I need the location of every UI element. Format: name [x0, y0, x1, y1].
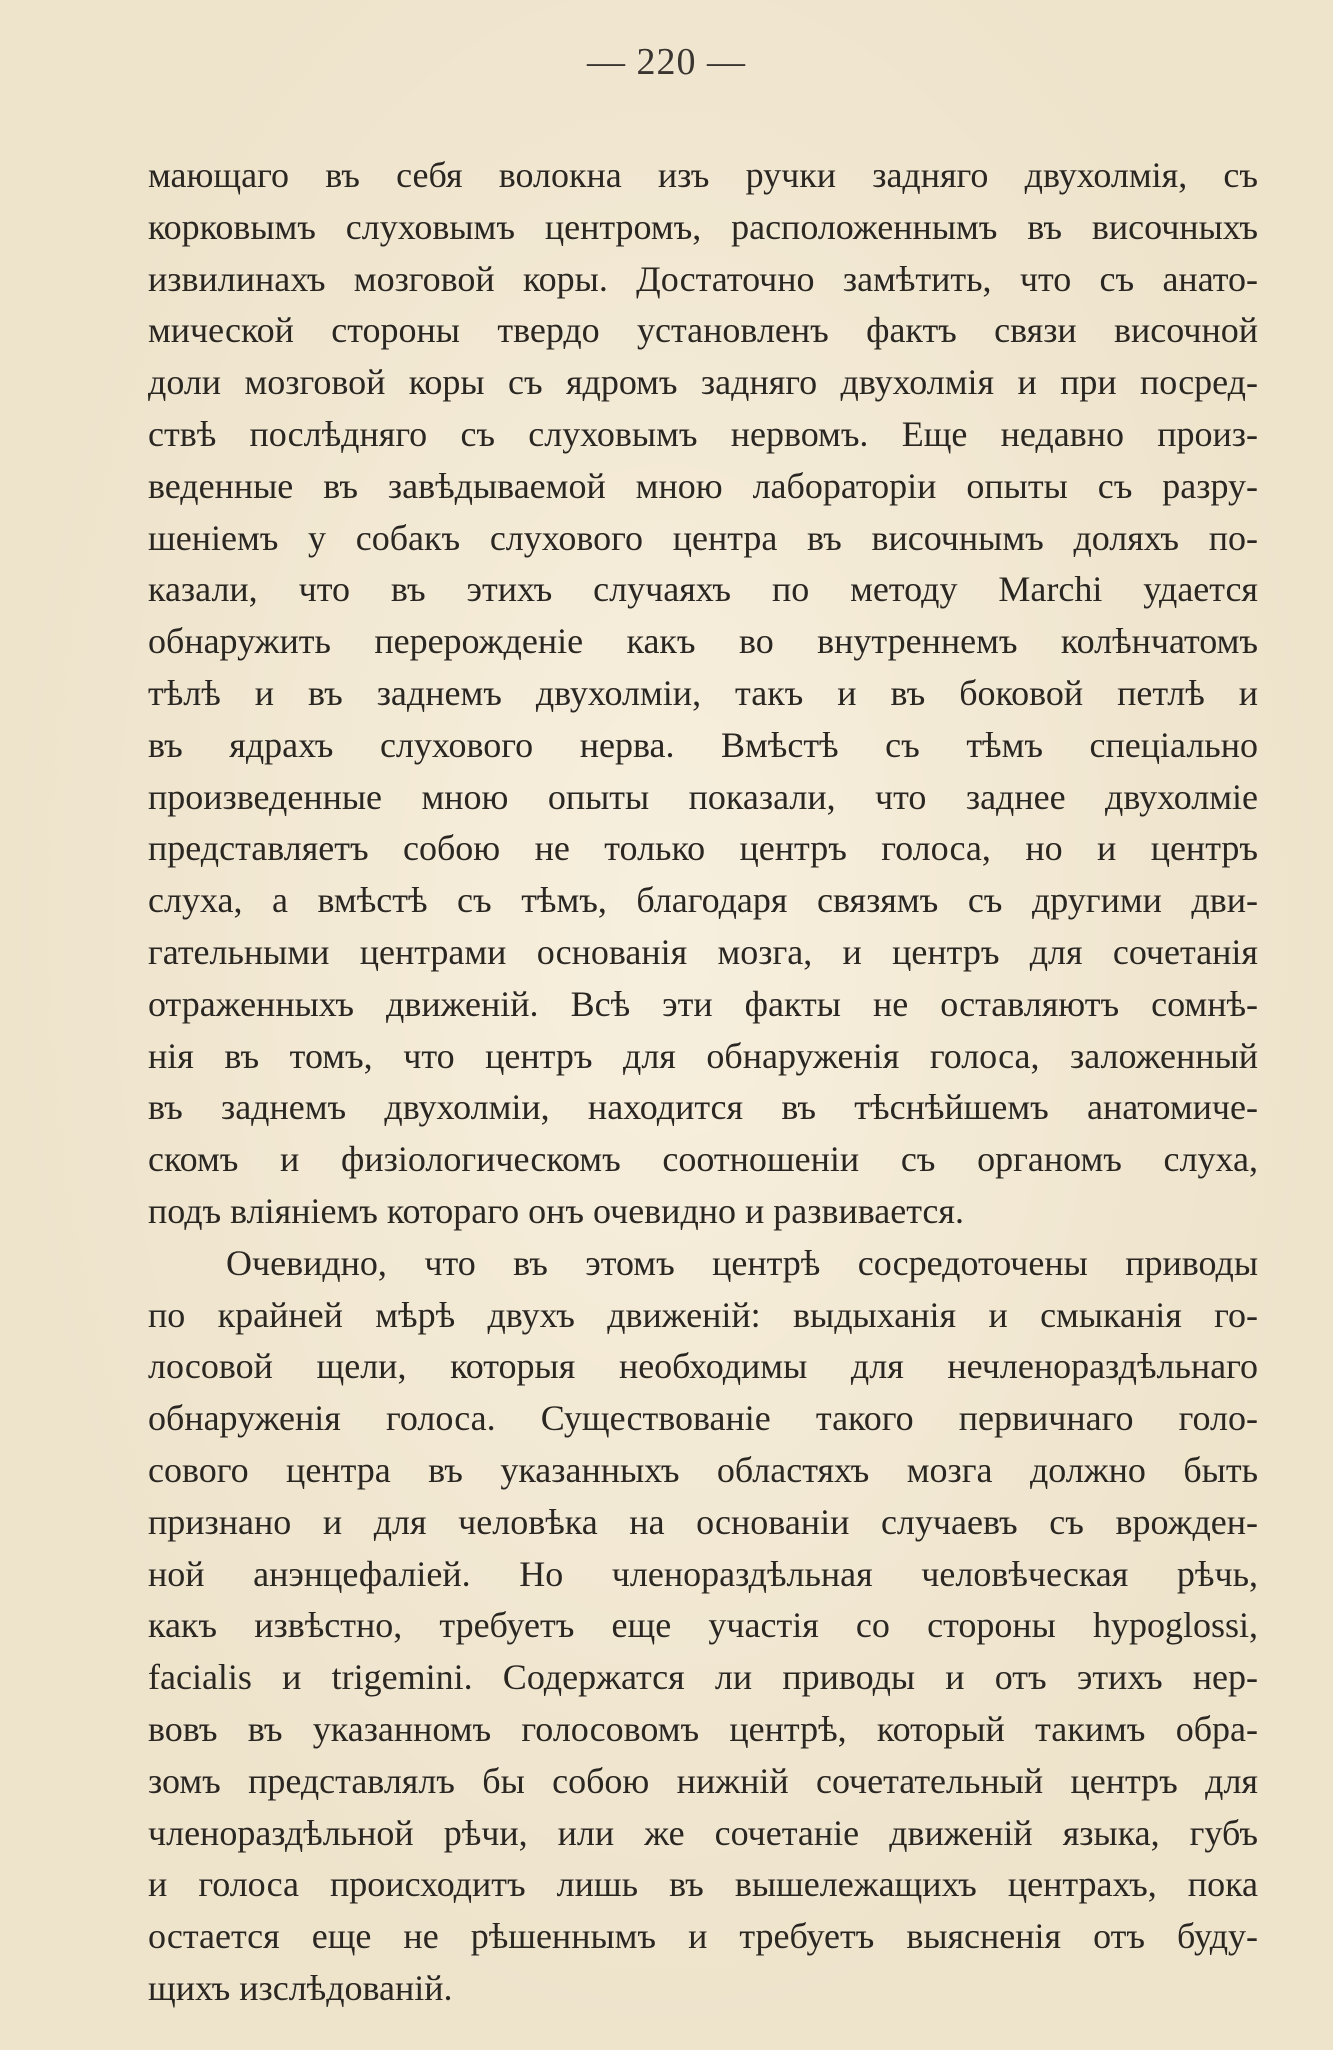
text-line: казали, что въ этихъ случаяхъ по методу Marchi удается: [148, 569, 1258, 610]
text-line: facialis и trigemini. Содержатся ли приводы и отъ этихъ нер-: [148, 1657, 1258, 1698]
text-line: гательными центрами основанія мозга, и центръ для сочетанія: [148, 931, 1258, 972]
text-line: представляетъ собою не только центръ голоса, но и центръ: [148, 828, 1258, 869]
text-line: слуха, а вмѣстѣ съ тѣмъ, благодаря связямъ съ другими дви-: [148, 880, 1258, 921]
text-line: корковымъ слуховымъ центромъ, расположеннымъ въ височныхъ: [148, 206, 1258, 247]
text-line: и голоса происходитъ лишь въ вышележащихъ центрахъ, пока: [148, 1864, 1258, 1905]
body-text: [148, 150, 1258, 2015]
text-line: подъ вліяніемъ котораго онъ очевидно и развивается.: [148, 1190, 964, 1231]
text-line: ствѣ послѣдняго съ слуховымъ нервомъ. Еще недавно произ-: [148, 413, 1258, 454]
text-line: Очевидно, что въ этомъ центрѣ сосредоточены приводы: [226, 1242, 1258, 1283]
paragraph-1: [148, 150, 1258, 1238]
text-line: сового центра въ указанныхъ областяхъ мозга должно быть: [148, 1449, 1258, 1490]
text-line: доли мозговой коры съ ядромъ задняго двухолмія и при посред-: [148, 362, 1258, 403]
text-line: обнаруженія голоса. Существованіе такого первичнаго голо-: [148, 1398, 1258, 1439]
text-line: мающаго въ себя волокна изъ ручки задняго двухолмія, съ: [148, 155, 1258, 195]
text-line: тѣлѣ и въ заднемъ двухолміи, такъ и въ боковой петлѣ и: [148, 672, 1258, 713]
text-line: остается еще не рѣшеннымъ и требуетъ выясненія отъ буду-: [148, 1916, 1258, 1957]
text-line: зомъ представлялъ бы собою нижній сочетательный центръ для: [148, 1760, 1258, 1801]
text-line: отраженныхъ движеній. Всѣ эти факты не оставляютъ сомнѣ-: [148, 983, 1258, 1024]
text-line: веденные въ завѣдываемой мною лабораторіи опыты съ разру-: [148, 465, 1258, 506]
text-line: членораздѣльной рѣчи, или же сочетаніе движеній языка, губъ: [148, 1812, 1258, 1853]
text-line: скомъ и физіологическомъ соотношеніи съ органомъ слуха,: [148, 1139, 1258, 1180]
text-line: какъ извѣстно, требуетъ еще участія со стороны hypoglossi,: [148, 1605, 1258, 1646]
text-line: извилинахъ мозговой коры. Достаточно замѣтить, что съ анато-: [148, 258, 1258, 299]
text-line: въ ядрахъ слухового нерва. Вмѣстѣ съ тѣмъ спеціально: [148, 724, 1258, 765]
page-number: — 220 —: [587, 41, 746, 83]
text-line: лосовой щели, которыя необходимы для нечленораздѣльнаго: [148, 1346, 1258, 1387]
text-line: ной анэнцефаліей. Но членораздѣльная человѣческая рѣчь,: [148, 1553, 1258, 1594]
text-line: нія въ томъ, что центръ для обнаруженія голоса, заложенный: [148, 1035, 1258, 1076]
text-line: щихъ изслѣдованій.: [148, 1967, 453, 2008]
text-line: въ заднемъ двухолміи, находится въ тѣснѣйшемъ анатомиче-: [148, 1087, 1258, 1128]
text-line: шеніемъ у собакъ слухового центра въ височнымъ доляхъ по-: [148, 517, 1258, 558]
text-line: признано и для человѣка на основаніи случаевъ съ врожден-: [148, 1501, 1258, 1542]
paragraph-2: [148, 1238, 1258, 2015]
text-line: обнаружить перерожденіе какъ во внутреннемъ колѣнчатомъ: [148, 621, 1258, 662]
text-line: мической стороны твердо установленъ фактъ связи височной: [148, 310, 1258, 351]
text-line: произведенные мною опыты показали, что заднее двухолміе: [148, 776, 1258, 817]
text-line: по крайней мѣрѣ двухъ движеній: выдыханія и смыканія го-: [148, 1294, 1258, 1335]
text-line: вовъ въ указанномъ голосовомъ центрѣ, который такимъ обра-: [148, 1708, 1258, 1749]
